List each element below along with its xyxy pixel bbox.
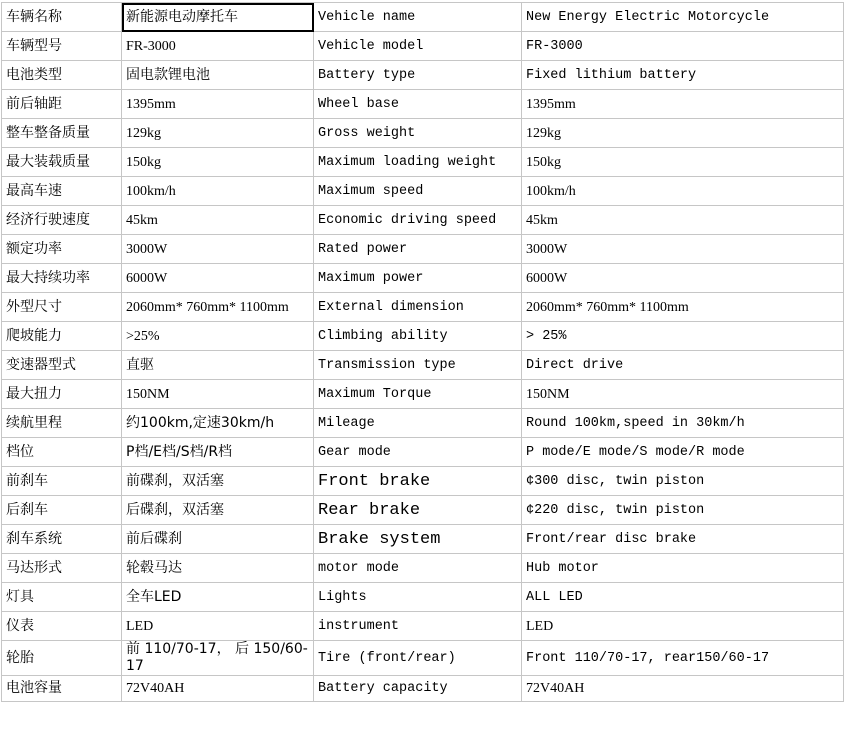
- cell-zh-value[interactable]: 72V40AH: [122, 676, 314, 702]
- cell-zh-value[interactable]: 前 110/70-17， 后 150/60-17: [122, 641, 314, 676]
- cell-en-label[interactable]: Gross weight: [314, 119, 522, 148]
- cell-zh-value[interactable]: 129kg: [122, 119, 314, 148]
- table-row: [2, 676, 844, 702]
- table-row: [2, 409, 844, 438]
- cell-en-value[interactable]: New Energy Electric Motorcycle: [522, 3, 844, 32]
- cell-zh-label[interactable]: 马达形式: [2, 554, 122, 583]
- cell-en-value[interactable]: LED: [522, 612, 844, 641]
- table-row: [2, 380, 844, 409]
- cell-en-label[interactable]: Maximum speed: [314, 177, 522, 206]
- cell-en-label[interactable]: Transmission type: [314, 351, 522, 380]
- cell-zh-value[interactable]: 固电款锂电池: [122, 61, 314, 90]
- cell-zh-label[interactable]: 前后轴距: [2, 90, 122, 119]
- cell-zh-value[interactable]: 150kg: [122, 148, 314, 177]
- cell-en-value[interactable]: 72V40AH: [522, 676, 844, 702]
- table-row: [2, 554, 844, 583]
- cell-en-label[interactable]: Vehicle model: [314, 32, 522, 61]
- cell-zh-label[interactable]: 刹车系统: [2, 525, 122, 554]
- cell-en-value[interactable]: P mode/E mode/S mode/R mode: [522, 438, 844, 467]
- cell-zh-value[interactable]: >25%: [122, 322, 314, 351]
- cell-zh-label[interactable]: 电池容量: [2, 676, 122, 702]
- cell-en-label[interactable]: Vehicle name: [314, 3, 522, 32]
- table-row: [2, 148, 844, 177]
- cell-zh-label[interactable]: 续航里程: [2, 409, 122, 438]
- cell-zh-value[interactable]: 45km: [122, 206, 314, 235]
- cell-zh-label[interactable]: 灯具: [2, 583, 122, 612]
- cell-en-value[interactable]: > 25%: [522, 322, 844, 351]
- cell-en-value[interactable]: 45km: [522, 206, 844, 235]
- cell-en-label[interactable]: Economic driving speed: [314, 206, 522, 235]
- table-row: [2, 90, 844, 119]
- table-row: [2, 3, 844, 32]
- cell-en-value[interactable]: Front 110/70-17, rear150/60-17: [522, 641, 844, 676]
- cell-en-value[interactable]: 129kg: [522, 119, 844, 148]
- cell-en-label[interactable]: Maximum power: [314, 264, 522, 293]
- cell-zh-label[interactable]: 电池类型: [2, 61, 122, 90]
- cell-en-value[interactable]: Fixed lithium battery: [522, 61, 844, 90]
- cell-zh-label[interactable]: 仪表: [2, 612, 122, 641]
- cell-zh-value[interactable]: 轮毂马达: [122, 554, 314, 583]
- cell-en-value[interactable]: 1395mm: [522, 90, 844, 119]
- cell-zh-label[interactable]: 最大装载质量: [2, 148, 122, 177]
- cell-en-value[interactable]: Direct drive: [522, 351, 844, 380]
- table-row: [2, 467, 844, 496]
- cell-zh-value[interactable]: 全车LED: [122, 583, 314, 612]
- cell-zh-value[interactable]: 3000W: [122, 235, 314, 264]
- cell-en-label[interactable]: Wheel base: [314, 90, 522, 119]
- cell-zh-value[interactable]: 6000W: [122, 264, 314, 293]
- cell-en-value[interactable]: 2060mm* 760mm* 1100mm: [522, 293, 844, 322]
- cell-en-value[interactable]: ALL LED: [522, 583, 844, 612]
- cell-zh-value[interactable]: 前后碟刹: [122, 525, 314, 554]
- cell-zh-label[interactable]: 档位: [2, 438, 122, 467]
- table-row: [2, 293, 844, 322]
- cell-zh-label[interactable]: 最大扭力: [2, 380, 122, 409]
- cell-zh-value[interactable]: LED: [122, 612, 314, 641]
- cell-en-value[interactable]: Hub motor: [522, 554, 844, 583]
- cell-en-label[interactable]: Climbing ability: [314, 322, 522, 351]
- table-row: [2, 264, 844, 293]
- table-row: [2, 61, 844, 90]
- cell-zh-label[interactable]: 外型尺寸: [2, 293, 122, 322]
- table-row: [2, 235, 844, 264]
- cell-en-value[interactable]: 3000W: [522, 235, 844, 264]
- table-row: [2, 583, 844, 612]
- cell-en-value[interactable]: FR-3000: [522, 32, 844, 61]
- cell-zh-value[interactable]: 100km/h: [122, 177, 314, 206]
- cell-en-label[interactable]: Brake system: [314, 525, 522, 554]
- cell-zh-value[interactable]: 1395mm: [122, 90, 314, 119]
- cell-zh-value[interactable]: 直驱: [122, 351, 314, 380]
- cell-zh-label[interactable]: 最高车速: [2, 177, 122, 206]
- cell-en-value[interactable]: Round 100km,speed in 30km/h: [522, 409, 844, 438]
- cell-en-label[interactable]: Battery type: [314, 61, 522, 90]
- cell-zh-label[interactable]: 爬坡能力: [2, 322, 122, 351]
- table-row: [2, 525, 844, 554]
- cell-zh-label[interactable]: 后刹车: [2, 496, 122, 525]
- cell-en-label[interactable]: Maximum Torque: [314, 380, 522, 409]
- cell-zh-value[interactable]: 后碟刹，双活塞: [122, 496, 314, 525]
- cell-en-label[interactable]: Lights: [314, 583, 522, 612]
- cell-en-value[interactable]: 100km/h: [522, 177, 844, 206]
- cell-en-label[interactable]: motor mode: [314, 554, 522, 583]
- cell-en-value[interactable]: ¢220 disc, twin piston: [522, 496, 844, 525]
- cell-en-value[interactable]: ¢300 disc, twin piston: [522, 467, 844, 496]
- cell-en-label[interactable]: External dimension: [314, 293, 522, 322]
- table-row: [2, 206, 844, 235]
- cell-zh-label[interactable]: 变速器型式: [2, 351, 122, 380]
- table-row: [2, 32, 844, 61]
- cell-zh-label[interactable]: 车辆型号: [2, 32, 122, 61]
- table-row: [2, 177, 844, 206]
- table-row: [2, 438, 844, 467]
- cell-en-value[interactable]: 6000W: [522, 264, 844, 293]
- cell-zh-value[interactable]: FR-3000: [122, 32, 314, 61]
- cell-en-label[interactable]: Battery capacity: [314, 676, 522, 702]
- table-row: [2, 496, 844, 525]
- cell-en-label[interactable]: Rated power: [314, 235, 522, 264]
- cell-en-label[interactable]: Gear mode: [314, 438, 522, 467]
- cell-zh-label[interactable]: 最大持续功率: [2, 264, 122, 293]
- table-row: [2, 641, 844, 676]
- cell-en-label[interactable]: Maximum loading weight: [314, 148, 522, 177]
- cell-en-label[interactable]: Front brake: [314, 467, 522, 496]
- cell-en-label[interactable]: Rear brake: [314, 496, 522, 525]
- spec-table: [1, 2, 844, 702]
- cell-en-label[interactable]: Mileage: [314, 409, 522, 438]
- cell-zh-label[interactable]: 经济行驶速度: [2, 206, 122, 235]
- cell-en-value[interactable]: Front/rear disc brake: [522, 525, 844, 554]
- cell-zh-label[interactable]: 前刹车: [2, 467, 122, 496]
- table-row: [2, 322, 844, 351]
- table-row: [2, 612, 844, 641]
- cell-zh-value[interactable]: 2060mm* 760mm* 1100mm: [122, 293, 314, 322]
- cell-zh-label[interactable]: 额定功率: [2, 235, 122, 264]
- cell-en-value[interactable]: 150kg: [522, 148, 844, 177]
- table-row: [2, 351, 844, 380]
- table-row: [2, 119, 844, 148]
- cell-zh-value[interactable]: 约100km,定速30km/h: [122, 409, 314, 438]
- cell-zh-label[interactable]: 车辆名称: [2, 3, 122, 32]
- cell-zh-value[interactable]: P档/E档/S档/R档: [122, 438, 314, 467]
- cell-zh-label[interactable]: 整车整备质量: [2, 119, 122, 148]
- cell-zh-value[interactable]: 新能源电动摩托车: [122, 3, 314, 32]
- cell-zh-label[interactable]: 轮胎: [2, 641, 122, 676]
- cell-zh-value[interactable]: 前碟刹，双活塞: [122, 467, 314, 496]
- cell-en-value[interactable]: 150NM: [522, 380, 844, 409]
- cell-zh-value[interactable]: 150NM: [122, 380, 314, 409]
- cell-en-label[interactable]: Tire (front/rear): [314, 641, 522, 676]
- cell-en-label[interactable]: instrument: [314, 612, 522, 641]
